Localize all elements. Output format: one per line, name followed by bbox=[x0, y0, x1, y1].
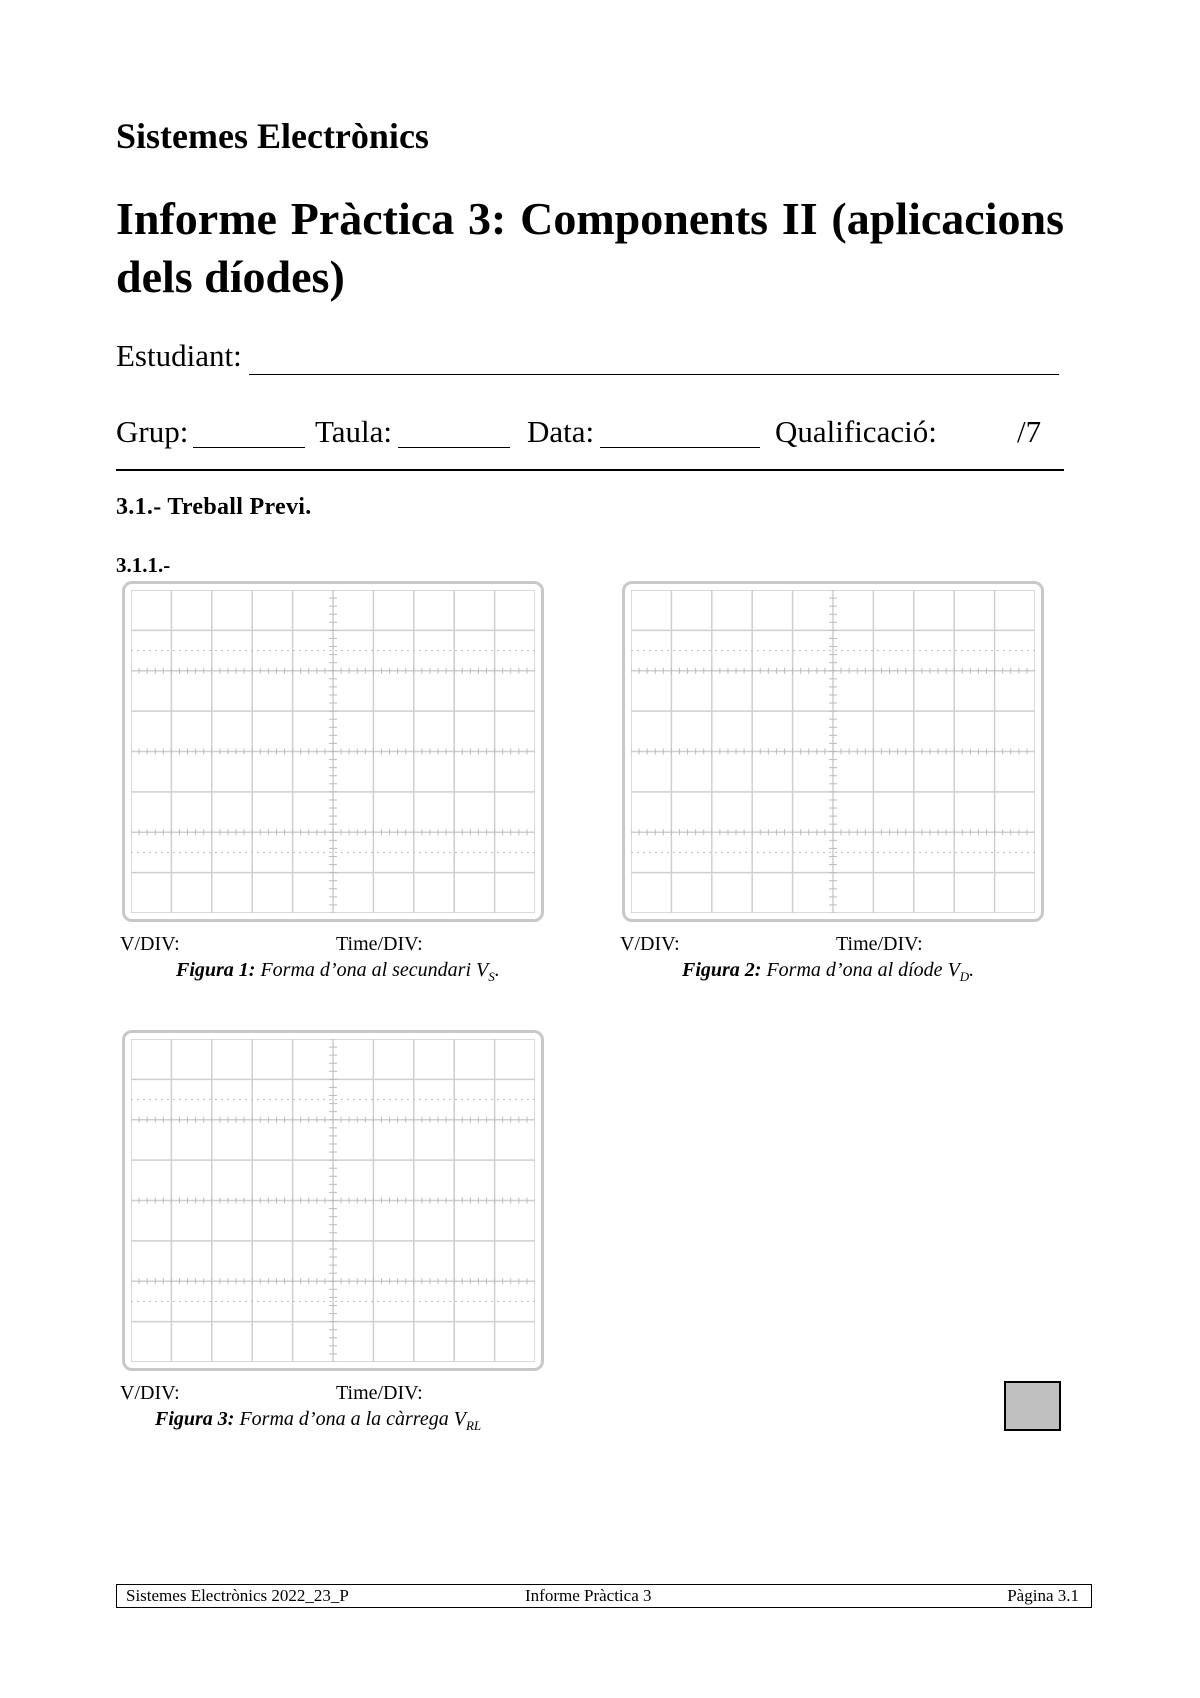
vdiv-label-3: V/DIV: bbox=[120, 1382, 180, 1404]
grid-lines bbox=[631, 590, 1035, 913]
grade-label: Qualificació: bbox=[775, 414, 937, 449]
caption-subscript: S bbox=[488, 969, 495, 984]
oscilloscope-grid-2[interactable] bbox=[622, 581, 1044, 922]
footer-page-number: Pàgina 3.1 bbox=[1007, 1586, 1079, 1605]
date-label: Data: bbox=[527, 414, 595, 449]
page-footer bbox=[116, 1584, 1092, 1608]
timediv-label-1: Time/DIV: bbox=[336, 933, 423, 955]
timediv-label-2: Time/DIV: bbox=[836, 933, 923, 955]
caption-text: Forma d’ona al díode V bbox=[766, 959, 960, 981]
grade-max: /7 bbox=[1017, 414, 1042, 449]
timediv-label-3: Time/DIV: bbox=[336, 1382, 423, 1404]
table-input-line[interactable] bbox=[398, 447, 510, 448]
caption-end: . bbox=[494, 959, 500, 981]
group-input-line[interactable] bbox=[193, 447, 305, 448]
student-label: Estudiant: bbox=[116, 338, 242, 373]
oscilloscope-grid-1[interactable] bbox=[122, 581, 544, 922]
group-label: Grup: bbox=[116, 414, 189, 449]
caption-subscript: RL bbox=[465, 1418, 482, 1433]
caption-label: Figura 1: bbox=[176, 959, 256, 981]
grid-lines bbox=[131, 1039, 535, 1362]
figure-caption-2 bbox=[682, 958, 974, 989]
grid-lines bbox=[131, 590, 535, 913]
header-divider bbox=[116, 469, 1064, 471]
caption-label: Figura 3: bbox=[155, 1408, 235, 1430]
subsection-heading: 3.1.1.- bbox=[116, 553, 171, 577]
vdiv-label-1: V/DIV: bbox=[120, 933, 180, 955]
caption-subscript: D bbox=[959, 969, 970, 984]
table-label: Taula: bbox=[315, 414, 393, 449]
footer-center: Informe Pràctica 3 bbox=[525, 1586, 652, 1605]
course-title: Sistemes Electrònics bbox=[116, 116, 429, 156]
figure-caption-3 bbox=[155, 1407, 481, 1438]
footer-left: Sistemes Electrònics 2022_23_P bbox=[126, 1586, 349, 1605]
caption-text: Forma d’ona al secundari V bbox=[260, 959, 489, 981]
date-input-line[interactable] bbox=[600, 447, 760, 448]
student-input-line[interactable] bbox=[249, 374, 1059, 375]
oscilloscope-grid-3[interactable] bbox=[122, 1030, 544, 1371]
caption-end: . bbox=[969, 959, 975, 981]
figure-caption-1 bbox=[176, 958, 500, 989]
vdiv-label-2: V/DIV: bbox=[620, 933, 680, 955]
caption-text: Forma d’ona a la càrrega V bbox=[239, 1408, 466, 1430]
section-heading: 3.1.- Treball Previ. bbox=[116, 494, 312, 520]
report-title: Informe Pràctica 3: Components II (aplicacions dels díodes) bbox=[116, 193, 1064, 302]
caption-label: Figura 2: bbox=[682, 959, 762, 981]
grade-box bbox=[1004, 1381, 1061, 1431]
